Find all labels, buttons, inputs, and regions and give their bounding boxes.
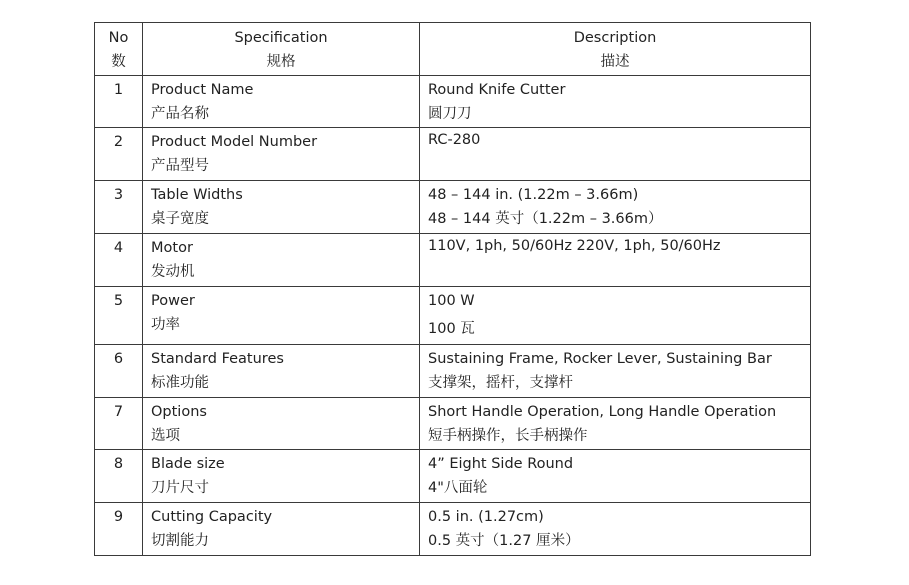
desc-line: Sustaining Frame, Rocker Lever, Sustaining Bar — [428, 351, 772, 367]
desc-cell — [420, 181, 811, 234]
spec-zh: 刀片尺寸 — [151, 480, 209, 496]
header-spec-en: Specification — [234, 30, 328, 46]
spec-en: Power — [151, 293, 195, 309]
desc-line: 48 – 144 in. (1.22m – 3.66m) — [428, 187, 639, 203]
table-row — [95, 450, 811, 503]
desc-cell — [420, 345, 811, 398]
spec-en: Cutting Capacity — [151, 509, 273, 525]
row-number: 3 — [95, 181, 143, 234]
desc-cell — [420, 398, 811, 450]
spec-cell — [143, 503, 420, 556]
spec-cell — [143, 345, 420, 398]
desc-line: 支撑架，摇杆，支撑杆 — [428, 375, 573, 391]
spec-en: Options — [151, 404, 207, 420]
spec-en: Table Widths — [151, 187, 243, 203]
header-row — [95, 23, 811, 76]
desc-cell — [420, 503, 811, 556]
desc-cell — [420, 234, 811, 287]
spec-cell — [143, 234, 420, 287]
header-no-en: No — [108, 30, 129, 46]
row-number: 6 — [95, 345, 143, 398]
spec-en: Blade size — [151, 456, 225, 472]
row-number: 7 — [95, 398, 143, 450]
table-row — [95, 128, 811, 181]
desc-line: 4” Eight Side Round — [428, 456, 574, 472]
header-spec-zh: 规格 — [266, 54, 296, 70]
spec-zh: 发动机 — [151, 264, 195, 280]
header-desc-en: Description — [573, 30, 657, 46]
spec-en: Product Name — [151, 82, 254, 98]
spec-cell — [143, 76, 420, 128]
table-row — [95, 234, 811, 287]
table-row — [95, 398, 811, 450]
spec-cell — [143, 128, 420, 181]
table-row — [95, 503, 811, 556]
row-number: 1 — [95, 76, 143, 128]
desc-line: 0.5 英寸（1.27 厘米） — [428, 533, 580, 549]
spec-cell — [143, 398, 420, 450]
spec-zh: 桌子宽度 — [151, 211, 209, 227]
spec-en: Motor — [151, 240, 193, 256]
table-row — [95, 345, 811, 398]
desc-line: Short Handle Operation, Long Handle Operation — [428, 404, 777, 420]
spec-zh: 产品型号 — [151, 158, 209, 174]
row-number: 8 — [95, 450, 143, 503]
spec-table — [94, 22, 811, 556]
desc-line: 100 W — [428, 293, 475, 309]
desc-line: 0.5 in. (1.27cm) — [428, 509, 544, 525]
desc-line: 短手柄操作，长手柄操作 — [428, 428, 588, 444]
desc-cell — [420, 450, 811, 503]
desc-cell — [420, 128, 811, 181]
spec-cell — [143, 287, 420, 345]
spec-zh: 切割能力 — [151, 533, 209, 549]
spec-zh: 选项 — [151, 428, 180, 444]
row-number: 4 — [95, 234, 143, 287]
table-row — [95, 76, 811, 128]
row-number: 9 — [95, 503, 143, 556]
header-spec — [143, 23, 420, 76]
header-no-zh: 数 — [111, 54, 126, 70]
spec-en: Product Model Number — [151, 134, 318, 150]
header-desc-zh: 描述 — [600, 54, 630, 70]
desc-line: RC-280 — [428, 132, 481, 148]
spec-en: Standard Features — [151, 351, 284, 367]
spec-zh: 产品名称 — [151, 106, 209, 122]
spec-cell — [143, 181, 420, 234]
row-number: 2 — [95, 128, 143, 181]
desc-line: 48 – 144 英寸（1.22m – 3.66m） — [428, 211, 663, 227]
desc-line: 100 瓦 — [428, 321, 475, 337]
spec-zh: 功率 — [151, 317, 180, 333]
desc-line: 圆刀刀 — [428, 106, 472, 122]
spec-zh: 标准功能 — [151, 375, 209, 391]
table-row — [95, 287, 811, 345]
desc-line: 4"八面轮 — [428, 480, 488, 496]
row-number: 5 — [95, 287, 143, 345]
desc-line: 110V, 1ph, 50/60Hz 220V, 1ph, 50/60Hz — [428, 238, 721, 254]
header-desc — [420, 23, 811, 76]
header-no — [95, 23, 143, 76]
desc-line: Round Knife Cutter — [428, 82, 566, 98]
spec-cell — [143, 450, 420, 503]
desc-cell — [420, 76, 811, 128]
table-row — [95, 181, 811, 234]
desc-cell — [420, 287, 811, 345]
